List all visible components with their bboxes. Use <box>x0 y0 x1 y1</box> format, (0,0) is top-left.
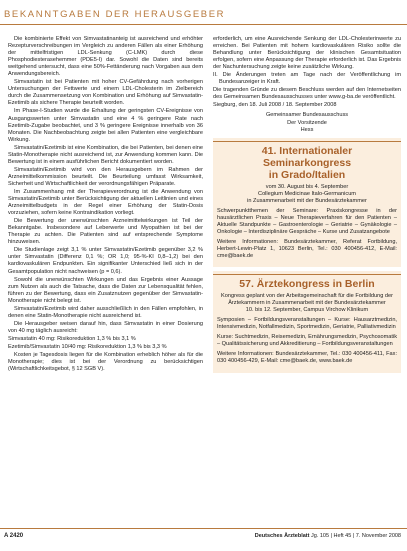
box-contact: Weitere Informationen: Bundesärztekammer, Tel.: 030 400456-411, Fax: 030 400456-429, E-Mail: cme@baek.de, www.baek.de <box>217 351 397 365</box>
paragraph: Die Herausgeber weisen darauf hin, dass Simvastatin in einer Dosierung von 40 mg täglich ausreicht: <box>8 320 203 334</box>
box-organizer: in Zusammenarbeit mit der Bundesärztekammer <box>247 197 367 204</box>
list-item: II. Die Änderungen treten am Tage nach der Veröffentlichung im Bundesanzeiger in Kraft. <box>213 72 401 86</box>
signature-body: Gemeinsamer Bundesausschuss <box>265 112 349 119</box>
signature-name: Hess <box>300 126 314 133</box>
signature-date: Siegburg, den 18. Juli 2008 / 18. September 2008 <box>213 102 337 109</box>
congress-box-grado <box>213 138 401 267</box>
box-title-line: in Grado/Italien <box>268 168 346 181</box>
list-item: Simvastatin 40 mg: Risikoreduktion 1,3 % bis 3,1 % <box>8 335 136 342</box>
paragraph: Die Studienlage zeigt 3,1 % unter Simvastatin/Ezetimib gegenüber 3,2 % unter Simvastatin (Differenz 0,1 %; OR 1,0; 95-%-KI 0,8–1,2) bei den kardiovaskulären Endpunkten. Ein signifikanter Unterschied ließ sich in der Gesamtpopulation nicht nachweisen (p = 0,6). <box>8 247 203 275</box>
paragraph: Die Bewertung der unerwünschten Arzneimittelwirkungen ist Teil der Bekanntgabe. Insbesondere auf Leberwerte und Myopathien ist bei der Therapie zu achten. Die Patienten sind auf entsprechende Symptome hinzuweisen. <box>8 218 203 246</box>
left-column <box>8 36 203 374</box>
box-rule <box>213 141 401 142</box>
journal-info <box>255 533 401 539</box>
journal-details: Jg. 105 | Heft 45 | 7. November 2008 <box>311 533 401 539</box>
box-body: Schwerpunktthemen der Seminare: Praxiskongresse in der hausärztlichen Praxis – Neue Therapieverfahren für den Patienten – Aktuelle Standpunkte – Gastroenterologie – Geriatrie – Gynäkologie – Onkologie – Interdisziplinäre Gespräche – Kurse und Zusatzangebote <box>217 207 397 235</box>
paragraph: erforderlich, um eine Ausreichende Senkung der LDL-Cholesterinwerte zu erreichen. Bei Patienten mit hohem kardiovaskulären Risiko sollte die Behandlung unter Berücksichtigung der klinischen Gesamtsituation erfolgen, sofern eine Anpassung der Therapie erforderlich ist. Das Ergebnis der Nachuntersuchung zeigte keine zusätzliche Wirkung. <box>213 36 401 71</box>
box-organizer: Collegium Medicinae Italo-Germanicum <box>258 190 356 197</box>
signature-block <box>213 112 401 133</box>
paragraph: Im Phase-I-Studien wurde die Erhaltung der geringsten CV-Ereignisse von Ausgangswerten unter Simvastatin und eine 4 % geringere Rate nach Ezetimib-Zugabe beobachtet, und 3 % geringere Ereignisse innerhalb von 36 Monaten. Die Nachbeobachtung zeigte bei allen Patienten eine vergleichbare Wirkung. <box>8 108 203 143</box>
paragraph: Sowohl die unerwünschten Wirkungen und das Ergebnis einer Aussage zum Nutzen als auch die Tatsache, dass die Daten zur Lebensqualität fehlen, führen zu der Bewertung, dass ein Zusatznutzen gegenüber der Simvastatin-Monotherapie nicht belegt ist. <box>8 276 203 304</box>
box-contact: Weitere Informationen: Bundesärztekammer, Referat Fortbildung, Herbert-Lewin-Platz 1, 10623 Berlin, Tel.: 030 400456-412, E-Mail: cme@baek.de <box>217 238 397 260</box>
paragraph: Die kombinierte Effekt von Simvastatinanteig ist ausreichend und erhöhter Rezepturverschreibungen im Vergleich zu anderen Fällen als einer Erhöhung der mittelfristigen LDL-Senkung (C-LMK) durch diese Phosphodiesterasehemmer (PDE5-I) dar. Sowohl die Daten sind bereits weitgehend untersucht, dass eine 50%-Fettänderung nach Vorgaben aus dem Anwendungsbereich. <box>8 36 203 78</box>
box-subtitle <box>217 293 397 314</box>
paragraph: Simvastatin/Ezetimib ist eine Kombination, die bei Patienten, bei denen eine Statin-Monotherapie nicht ausreichend ist, zur Anwendung kommen kann. Die Bewertung ist in einem ausführlichen Bericht dokumentiert worden. <box>8 144 203 165</box>
box-topics: Kurse: Suchtmedizin, Reisemedizin, Ernährungsmedizin, Psychosomatik – Qualitätssicherung und Akkreditierung – Fortbildungsveranstaltungen <box>217 334 398 348</box>
box-title-line: 41. Internationaler Seminarkongress <box>261 144 353 169</box>
paragraph: Simvastatin ist bei Patienten mit hoher CV-Gefährdung nach vorherigen Untersuchungen der Fettwerte und einem LDL-Cholesterin im Zielbereich durch die Zusammensetzung von Kombination und Erhöhung auf Simvastatin-Ezetimib als sichere Therapie beurteilt worden. <box>8 79 203 107</box>
box-title: 57. Ärztekongress in Berlin <box>239 278 375 291</box>
signature-role: Der Vorsitzende <box>287 119 327 126</box>
paragraph: Kosten je Tagesdosis liegen für die Kombination erheblich höher als für die Monotherapie; dies ist bei der Verordnung zu berücksichtigen (Wirtschaftlichkeitsgebot, § 12 SGB V). <box>8 352 203 373</box>
section-label: BEKANNTGABEN DER HERAUSGEBER <box>4 9 226 20</box>
box-body: Symposien – Fortbildungsveranstaltungen – Kurse: Hausarztmedizin, Intensivmedizin, Notfallmedizin, Sportmedizin, Geriatrie, Palliativmedizin <box>217 317 397 331</box>
paragraph: Die tragenden Gründe zu diesem Beschluss werden auf den Internetseiten des Gemeinsamen Bundesausschusses unter www.g-ba.de veröffentlicht. <box>213 87 401 101</box>
paragraph: Im Zusammenhang mit der Therapieverordnung ist die Anwendung von Simvastatin/Ezetimib unter Berücksichtigung der aktuellen Leitlinien und eines Arzneimittelbudgets in der Regel einer Erhöhung der Statin-Dosis vorzuziehen, sofern keine Kontraindikation vorliegt. <box>8 188 203 217</box>
box-dates: 10. bis 12. September, Campus Virchow Klinikum <box>245 307 369 314</box>
page-footer <box>0 528 407 542</box>
box-organizer: Kongress geplant von der Arbeitsgemeinschaft für die Fortbildung der Ärztekammern in Zusammenarbeit mit der Bundesärztekammer <box>221 293 393 307</box>
page-header <box>0 0 407 28</box>
congress-box-berlin <box>213 271 401 372</box>
box-dates: vom 30. August bis 4. September <box>265 183 349 190</box>
footer-rule <box>0 528 407 529</box>
box-subtitle <box>217 184 397 205</box>
paragraph: Simvastatin/Ezetimib wird daher ausschließlich in den Fällen empfohlen, in denen eine Statin-Monotherapie nicht ausreichend ist. <box>8 305 203 319</box>
header-rule <box>0 24 407 25</box>
journal-name: Deutsches Ärzteblatt <box>254 533 310 539</box>
right-column <box>213 36 401 373</box>
box-rule <box>213 274 401 275</box>
page-number: A 2420 <box>4 533 24 539</box>
box-title <box>217 145 397 181</box>
list-item: Ezetimib/Simvastatin 10/40 mg: Risikoreduktion 1,3 % bis 3,3 % <box>8 343 167 350</box>
paragraph: Simvastatin/Ezetimib wird von den Herausgebern im Rahmen der Arzneimittelkommission beurteilt. Die Beurteilung umfasst Wirksamkeit, Sicherheit und Wirtschaftlichkeit der verordnungsfähigen Präparate. <box>8 166 203 187</box>
